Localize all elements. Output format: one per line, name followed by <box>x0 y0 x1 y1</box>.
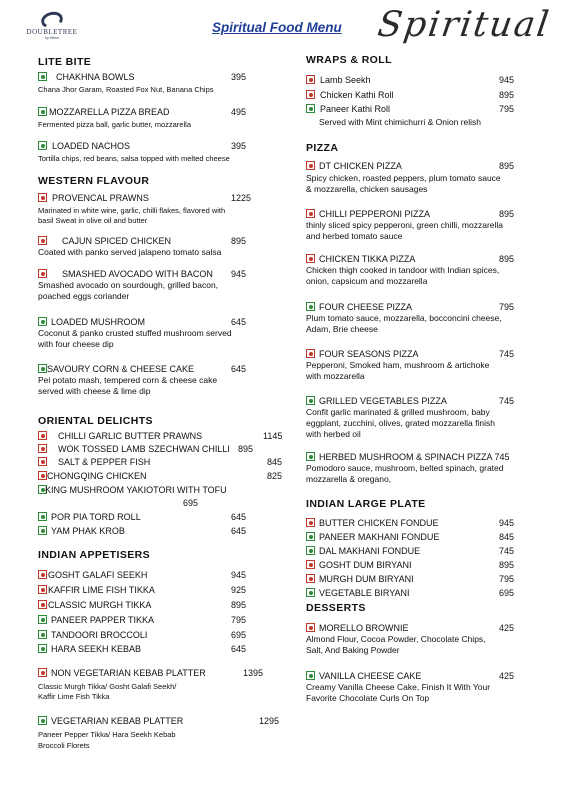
non-veg-icon <box>38 600 47 609</box>
item-name: TANDOORI BROCCOLI <box>51 630 148 640</box>
item-name: VANILLA CHEESE CAKE <box>319 671 422 681</box>
non-veg-icon <box>38 471 47 480</box>
item-price: 1395 <box>243 668 264 678</box>
non-veg-icon <box>306 560 315 569</box>
non-veg-icon <box>38 236 47 245</box>
item-name: CHILLI PEPPERONI PIZZA <box>319 209 431 219</box>
veg-icon <box>306 302 315 311</box>
item-desc: with mozzarella <box>306 371 365 381</box>
item-price: 945 <box>231 570 247 580</box>
veg-icon <box>38 526 47 535</box>
item-desc: Broccoli Florets <box>38 741 90 750</box>
non-veg-icon <box>306 161 315 170</box>
item-price: 695 <box>499 588 515 598</box>
section-title-wraps: WRAPS & ROLL <box>306 54 392 66</box>
item-price: 895 <box>231 600 247 610</box>
item-price: 895 <box>499 90 515 100</box>
item-desc: Coconut & panko crusted stuffed mushroom served <box>38 328 232 338</box>
item-name: GOSHT GALAFI SEEKH <box>48 570 148 580</box>
item-price: 945 <box>499 518 515 528</box>
veg-icon <box>306 588 315 597</box>
item-name: CHAKHNA BOWLS <box>56 72 135 82</box>
item-desc: Coated with panko served jalapeno tomato salsa <box>38 247 222 257</box>
item-name: SAVOURY CORN & CHEESE CAKE <box>47 364 195 374</box>
item-name: CHILLI GARLIC BUTTER PRAWNS <box>58 431 203 441</box>
item-price: 695 <box>183 498 199 508</box>
item-desc: Marinated in white wine, garlic, chilli flakes, flavored with <box>38 206 226 215</box>
item-name: CAJUN SPICED CHICKEN <box>62 236 172 246</box>
section-title-lite-bite: LITE BITE <box>38 56 92 68</box>
item-desc: Chicken thigh cooked in tandoor with Indian spices, <box>306 265 500 275</box>
item-name: CHONGQING CHICKEN <box>47 471 147 481</box>
item-price: 695 <box>231 630 247 640</box>
item-desc: Almond Flour, Cocoa Powder, Chocolate Chips, <box>306 634 486 644</box>
item-price: 895 <box>499 560 515 570</box>
item-name: HARA SEEKH KEBAB <box>51 644 142 654</box>
item-name: Paneer Kathi Roll <box>320 104 391 114</box>
item-price: 645 <box>231 317 247 327</box>
item-name: DAL MAKHANI FONDUE <box>319 546 421 556</box>
item-price: 895 <box>238 444 254 454</box>
non-veg-icon <box>38 570 47 579</box>
item-price: 495 <box>231 107 247 117</box>
veg-icon <box>38 644 47 653</box>
item-name: HERBED MUSHROOM & SPINACH PIZZA 745 <box>319 452 510 462</box>
logo-name: DOUBLETREE <box>26 28 78 36</box>
item-name: GRILLED VEGETABLES PIZZA <box>319 396 447 406</box>
item-desc: Tortilla chips, red beans, salsa topped with melted cheese <box>38 154 230 163</box>
item-name: BUTTER CHICKEN FONDUE <box>319 518 439 528</box>
veg-icon <box>38 615 47 624</box>
spiritual-script-logo: Spiritual <box>375 5 553 45</box>
veg-icon <box>306 532 315 541</box>
item-name: PANEER PAPPER TIKKA <box>51 615 155 625</box>
item-desc: Pei potato mash, tempered corn & cheese cake <box>38 375 218 385</box>
item-price: 425 <box>499 671 515 681</box>
non-veg-icon <box>306 518 315 527</box>
item-desc: Plum tomato sauce, mozzarella, bocconcini cheese, <box>306 313 502 323</box>
item-desc: Salt, And Baking Powder <box>306 645 400 655</box>
item-price: 745 <box>499 546 515 556</box>
item-name: MOZZARELLA PIZZA BREAD <box>49 107 170 117</box>
item-desc: Spicy chicken, roasted peppers, plum tomato sauce <box>306 173 501 183</box>
item-price: 795 <box>231 615 247 625</box>
item-name: CHICKEN TIKKA PIZZA <box>319 254 416 264</box>
veg-icon <box>38 107 47 116</box>
item-name: SALT & PEPPER FISH <box>58 457 151 467</box>
item-price: 395 <box>231 141 247 151</box>
item-price: 895 <box>499 209 515 219</box>
section-title-western: WESTERN FLAVOUR <box>38 175 150 187</box>
item-price: 825 <box>267 471 283 481</box>
item-price: 395 <box>231 72 247 82</box>
item-price: 745 <box>499 349 515 359</box>
item-desc: Confit garlic marinated & grilled mushroom, baby <box>306 407 490 417</box>
item-name: WOK TOSSED LAMB SZECHWAN CHILLI <box>58 444 230 454</box>
item-name: PANEER MAKHANI FONDUE <box>319 532 440 542</box>
item-name: PROVENCAL PRAWNS <box>52 193 149 203</box>
logo-sub: by Hilton <box>45 36 59 40</box>
item-name: Chicken Kathi Roll <box>320 90 394 100</box>
non-veg-icon <box>38 585 47 594</box>
item-price: 895 <box>499 161 515 171</box>
section-title-oriental: ORIENTAL DELICHTS <box>38 415 153 427</box>
item-price: 845 <box>267 457 283 467</box>
item-price: 795 <box>499 104 515 114</box>
item-name: KING MUSHROOM YAKIOTORI WITH TOFU <box>45 485 227 495</box>
veg-icon <box>38 512 47 521</box>
item-price: 1295 <box>259 716 280 726</box>
item-name: YAM PHAK KROB <box>51 526 125 536</box>
item-desc: Pepperoni, Smoked ham, mushroom & artichoke <box>306 360 490 370</box>
veg-icon <box>38 317 47 326</box>
item-desc: basil Sweat in olive oil and butter <box>38 216 148 225</box>
section-title-large-plate: INDIAN LARGE PLATE <box>306 498 426 510</box>
item-price: 895 <box>231 236 247 246</box>
item-name: FOUR SEASONS PIZZA <box>319 349 419 359</box>
item-desc: and herbed tomato sauce <box>306 231 403 241</box>
item-desc: mozzarella & oregano, <box>306 474 392 484</box>
non-veg-icon <box>306 90 315 99</box>
item-name: LOADED NACHOS <box>52 141 131 151</box>
item-price: 1225 <box>231 193 252 203</box>
item-price: 945 <box>231 269 247 279</box>
item-price: 645 <box>231 644 247 654</box>
veg-icon <box>306 452 315 461</box>
item-name: VEGETABLE BIRYANI <box>319 588 410 598</box>
item-price: 645 <box>231 364 247 374</box>
item-price: 895 <box>499 254 515 264</box>
non-veg-icon <box>38 193 47 202</box>
veg-icon <box>306 546 315 555</box>
item-desc: onion, capsicum and mozzarella <box>306 276 428 286</box>
item-price: 645 <box>231 526 247 536</box>
item-name: FOUR CHEESE PIZZA <box>319 302 413 312</box>
item-price: 1145 <box>263 431 283 441</box>
item-desc: Creamy Vanilla Cheese Cake, Finish It With Your <box>306 682 491 692</box>
item-desc: served with cheese & lime dip <box>38 386 151 396</box>
item-name: MURGH DUM BIRYANI <box>319 574 414 584</box>
non-veg-icon <box>38 668 47 677</box>
item-name: VEGETARIAN KEBAB PLATTER <box>51 716 184 726</box>
veg-icon <box>306 671 315 680</box>
item-desc: with four cheese dip <box>38 339 114 349</box>
item-name: LOADED MUSHROOM <box>51 317 146 327</box>
item-desc: Adam, Brie cheese <box>306 324 378 334</box>
item-price: 795 <box>499 302 515 312</box>
non-veg-icon <box>306 349 315 358</box>
non-veg-icon <box>306 209 315 218</box>
item-name: DT CHICKEN PIZZA <box>319 161 402 171</box>
item-price: 795 <box>499 574 515 584</box>
item-desc: & mozzarella, chicken sausages <box>306 184 428 194</box>
item-price: 745 <box>499 396 515 406</box>
wraps-note: Served with Mint chimichurri & Onion relish <box>319 117 482 127</box>
section-title-appetisers: INDIAN APPETISERS <box>38 549 151 561</box>
menu-title: Spiritual Food Menu <box>212 20 342 35</box>
non-veg-icon <box>38 457 47 466</box>
veg-icon <box>38 72 47 81</box>
item-name: GOSHT DUM BIRYANI <box>319 560 412 570</box>
item-desc: Chana Jhor Garam, Roasted Fox Nut, Banana Chips <box>38 85 214 94</box>
item-name: POR PIA TORD ROLL <box>51 512 141 522</box>
veg-icon <box>38 716 47 725</box>
item-name: SMASHED AVOCADO WITH BACON <box>62 269 213 279</box>
item-desc: thinly sliced spicy pepperoni, green chilli, mozzarella <box>306 220 504 230</box>
item-name: CLASSIC MURGH TIKKA <box>48 600 152 610</box>
item-price: 645 <box>231 512 247 522</box>
item-desc: Pomodoro sauce, mushroom, belted spinach, grated <box>306 463 504 473</box>
non-veg-icon <box>306 254 315 263</box>
item-desc: eggplant, zucchini, olives, grated mozzarella finish <box>306 418 495 428</box>
non-veg-icon <box>38 444 47 453</box>
item-desc: Kaffir Lime Fish Tikka <box>38 692 110 701</box>
veg-icon <box>38 364 47 373</box>
item-price: 845 <box>499 532 515 542</box>
veg-icon <box>38 630 47 639</box>
non-veg-icon <box>306 75 315 84</box>
veg-icon <box>306 104 315 113</box>
section-title-pizza: PIZZA <box>306 142 339 154</box>
item-desc: Paneer Pepper Tikka/ Hara Seekh Kebab <box>38 730 176 739</box>
item-name: MORELLO BROWNIE <box>319 623 409 633</box>
item-desc: with herbed oil <box>306 429 361 439</box>
item-name: KAFFIR LIME FISH TIKKA <box>48 585 155 595</box>
item-desc: poached eggs coriander <box>38 291 130 301</box>
item-price: 425 <box>499 623 515 633</box>
item-desc: Smashed avocado on sourdough, grilled bacon, <box>38 280 219 290</box>
item-name: Lamb Seekh <box>320 75 371 85</box>
item-desc: Fermented pizza ball, garlic butter, mozzarella <box>38 120 191 129</box>
non-veg-icon <box>306 574 315 583</box>
veg-icon <box>38 141 47 150</box>
non-veg-icon <box>38 269 47 278</box>
doubletree-logo <box>22 12 82 46</box>
item-price: 945 <box>499 75 515 85</box>
item-desc: Classic Murgh Tikka/ Gosht Galafi Seekh/ <box>38 682 177 691</box>
section-title-desserts: DESSERTS <box>306 602 366 614</box>
item-name: NON VEGETARIAN KEBAB PLATTER <box>51 668 206 678</box>
non-veg-icon <box>38 431 47 440</box>
item-price: 925 <box>231 585 247 595</box>
non-veg-icon <box>306 623 315 632</box>
item-desc: Favorite Chocolate Curls On Top <box>306 693 430 703</box>
veg-icon <box>306 396 315 405</box>
